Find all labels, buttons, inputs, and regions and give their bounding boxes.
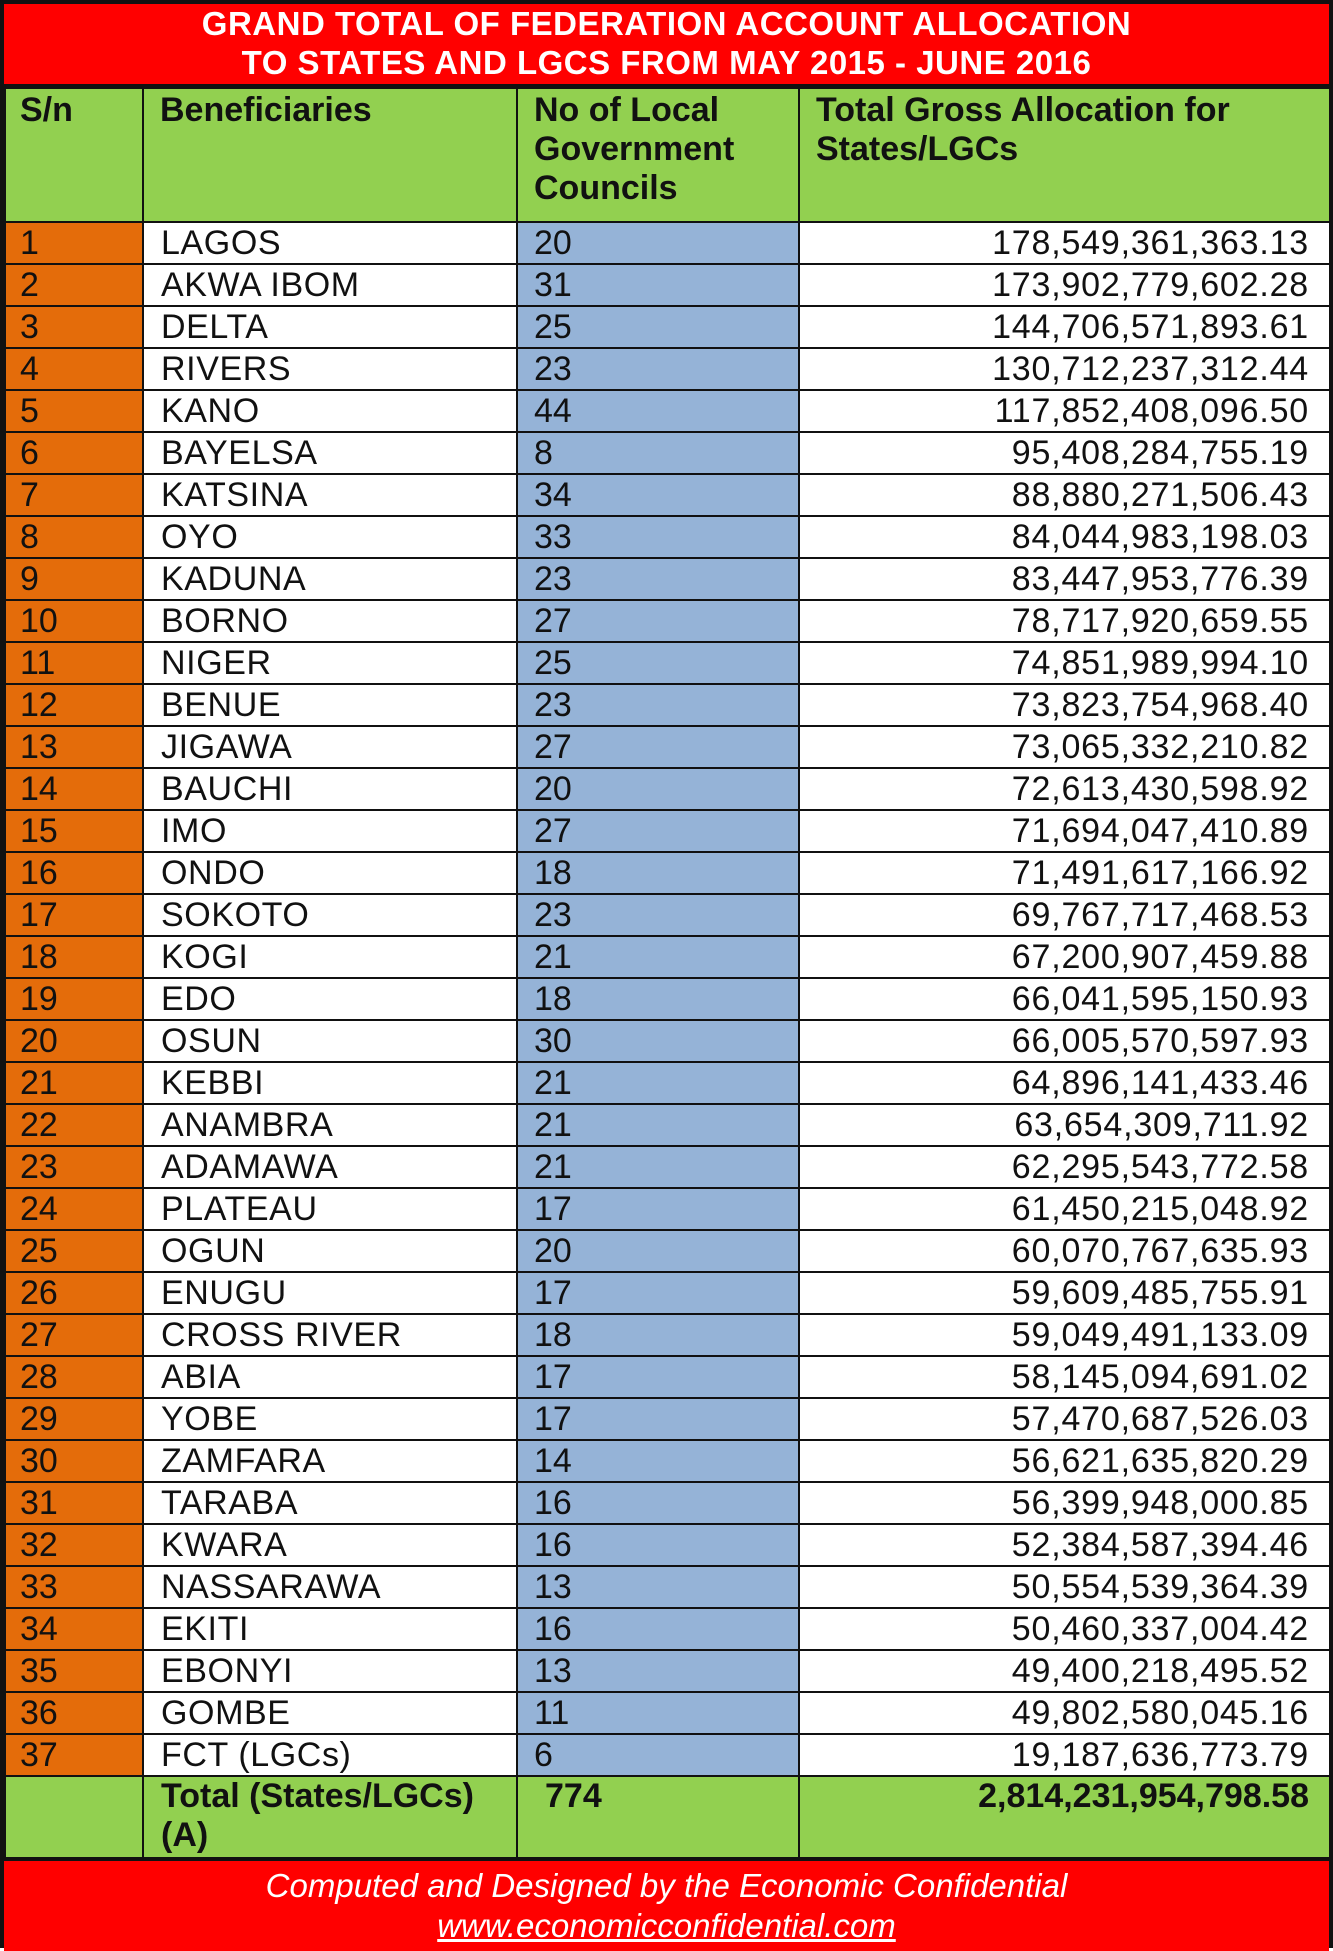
total-allocation: 2,814,231,954,798.58: [799, 1776, 1330, 1858]
row-beneficiary: KANO: [143, 390, 517, 432]
row-allocation: 72,613,430,598.92: [799, 768, 1330, 810]
row-beneficiary: AKWA IBOM: [143, 264, 517, 306]
table-row: [5, 1650, 1330, 1692]
row-sn: 7: [5, 474, 143, 516]
row-allocation: 64,896,141,433.46: [799, 1062, 1330, 1104]
row-beneficiary: EDO: [143, 978, 517, 1020]
row-beneficiary: FCT (LGCs): [143, 1734, 517, 1776]
row-lgc-count: 11: [517, 1692, 799, 1734]
row-allocation: 173,902,779,602.28: [799, 264, 1330, 306]
total-row: [5, 1776, 1330, 1858]
row-sn: 16: [5, 852, 143, 894]
table-row: [5, 1104, 1330, 1146]
row-beneficiary: KEBBI: [143, 1062, 517, 1104]
row-sn: 22: [5, 1104, 143, 1146]
row-sn: 14: [5, 768, 143, 810]
title-line-2: TO STATES AND LGCS FROM MAY 2015 - JUNE 2016: [241, 44, 1092, 81]
row-sn: 31: [5, 1482, 143, 1524]
table-row: [5, 852, 1330, 894]
footer-banner: [4, 1858, 1329, 1951]
row-beneficiary: IMO: [143, 810, 517, 852]
table-row: [5, 1314, 1330, 1356]
row-sn: 35: [5, 1650, 143, 1692]
row-sn: 29: [5, 1398, 143, 1440]
row-sn: 33: [5, 1566, 143, 1608]
row-sn: 23: [5, 1146, 143, 1188]
row-sn: 11: [5, 642, 143, 684]
row-beneficiary: PLATEAU: [143, 1188, 517, 1230]
row-beneficiary: YOBE: [143, 1398, 517, 1440]
table-row: [5, 978, 1330, 1020]
table-row: [5, 1356, 1330, 1398]
table-row: [5, 642, 1330, 684]
row-lgc-count: 23: [517, 894, 799, 936]
row-sn: 34: [5, 1608, 143, 1650]
row-allocation: 66,005,570,597.93: [799, 1020, 1330, 1062]
row-beneficiary: JIGAWA: [143, 726, 517, 768]
row-beneficiary: ANAMBRA: [143, 1104, 517, 1146]
row-allocation: 63,654,309,711.92: [799, 1104, 1330, 1146]
row-lgc-count: 20: [517, 222, 799, 264]
row-sn: 5: [5, 390, 143, 432]
table-row: [5, 306, 1330, 348]
row-sn: 15: [5, 810, 143, 852]
table-row: [5, 1020, 1330, 1062]
row-lgc-count: 33: [517, 516, 799, 558]
row-sn: 28: [5, 1356, 143, 1398]
table-row: [5, 810, 1330, 852]
row-beneficiary: RIVERS: [143, 348, 517, 390]
table-row: [5, 894, 1330, 936]
row-sn: 24: [5, 1188, 143, 1230]
row-lgc-count: 14: [517, 1440, 799, 1482]
table-row: [5, 936, 1330, 978]
row-beneficiary: LAGOS: [143, 222, 517, 264]
footer-credit: Computed and Designed by the Economic Confidential: [265, 1867, 1068, 1904]
table-row: [5, 1608, 1330, 1650]
row-beneficiary: OSUN: [143, 1020, 517, 1062]
row-lgc-count: 21: [517, 1146, 799, 1188]
row-lgc-count: 30: [517, 1020, 799, 1062]
row-lgc-count: 23: [517, 348, 799, 390]
row-beneficiary: KATSINA: [143, 474, 517, 516]
table-row: [5, 1524, 1330, 1566]
row-allocation: 49,400,218,495.52: [799, 1650, 1330, 1692]
total-label: Total (States/LGCs) (A): [143, 1776, 517, 1858]
table-row: [5, 432, 1330, 474]
row-allocation: 52,384,587,394.46: [799, 1524, 1330, 1566]
row-sn: 19: [5, 978, 143, 1020]
row-beneficiary: BORNO: [143, 600, 517, 642]
row-sn: 13: [5, 726, 143, 768]
row-allocation: 117,852,408,096.50: [799, 390, 1330, 432]
table-row: [5, 1062, 1330, 1104]
row-beneficiary: BAYELSA: [143, 432, 517, 474]
row-allocation: 58,145,094,691.02: [799, 1356, 1330, 1398]
row-lgc-count: 8: [517, 432, 799, 474]
row-lgc-count: 16: [517, 1524, 799, 1566]
row-lgc-count: 18: [517, 978, 799, 1020]
row-beneficiary: ONDO: [143, 852, 517, 894]
row-allocation: 71,491,617,166.92: [799, 852, 1330, 894]
table-row: [5, 1734, 1330, 1776]
row-allocation: 19,187,636,773.79: [799, 1734, 1330, 1776]
row-beneficiary: OGUN: [143, 1230, 517, 1272]
row-allocation: 50,554,539,364.39: [799, 1566, 1330, 1608]
title-line-1: GRAND TOTAL OF FEDERATION ACCOUNT ALLOCATION: [201, 5, 1132, 42]
row-sn: 18: [5, 936, 143, 978]
row-sn: 37: [5, 1734, 143, 1776]
table-row: [5, 684, 1330, 726]
row-beneficiary: GOMBE: [143, 1692, 517, 1734]
table-row: [5, 600, 1330, 642]
table-row: [5, 1398, 1330, 1440]
table-row: [5, 264, 1330, 306]
row-allocation: 62,295,543,772.58: [799, 1146, 1330, 1188]
row-lgc-count: 20: [517, 1230, 799, 1272]
row-sn: 6: [5, 432, 143, 474]
table-row: [5, 558, 1330, 600]
row-lgc-count: 21: [517, 1104, 799, 1146]
row-allocation: 71,694,047,410.89: [799, 810, 1330, 852]
row-beneficiary: BAUCHI: [143, 768, 517, 810]
allocation-table: [4, 87, 1331, 1859]
row-sn: 27: [5, 1314, 143, 1356]
row-allocation: 144,706,571,893.61: [799, 306, 1330, 348]
row-sn: 12: [5, 684, 143, 726]
row-sn: 9: [5, 558, 143, 600]
row-allocation: 59,049,491,133.09: [799, 1314, 1330, 1356]
table-row: [5, 516, 1330, 558]
row-lgc-count: 16: [517, 1482, 799, 1524]
row-sn: 4: [5, 348, 143, 390]
table-body: [5, 222, 1330, 1776]
row-allocation: 83,447,953,776.39: [799, 558, 1330, 600]
row-beneficiary: ABIA: [143, 1356, 517, 1398]
table-row: [5, 726, 1330, 768]
row-sn: 3: [5, 306, 143, 348]
row-lgc-count: 21: [517, 936, 799, 978]
row-lgc-count: 17: [517, 1272, 799, 1314]
row-allocation: 84,044,983,198.03: [799, 516, 1330, 558]
row-beneficiary: KOGI: [143, 936, 517, 978]
row-allocation: 60,070,767,635.93: [799, 1230, 1330, 1272]
row-sn: 8: [5, 516, 143, 558]
row-beneficiary: ZAMFARA: [143, 1440, 517, 1482]
table-row: [5, 1566, 1330, 1608]
row-beneficiary: SOKOTO: [143, 894, 517, 936]
row-allocation: 73,823,754,968.40: [799, 684, 1330, 726]
row-allocation: 130,712,237,312.44: [799, 348, 1330, 390]
row-beneficiary: KADUNA: [143, 558, 517, 600]
row-lgc-count: 17: [517, 1188, 799, 1230]
row-beneficiary: EBONYI: [143, 1650, 517, 1692]
row-lgc-count: 23: [517, 684, 799, 726]
row-lgc-count: 17: [517, 1398, 799, 1440]
table-row: [5, 348, 1330, 390]
row-allocation: 88,880,271,506.43: [799, 474, 1330, 516]
title-banner: [4, 4, 1329, 87]
row-lgc-count: 13: [517, 1650, 799, 1692]
row-sn: 10: [5, 600, 143, 642]
row-beneficiary: NIGER: [143, 642, 517, 684]
column-header-sn: S/n: [5, 88, 143, 222]
table-row: [5, 1272, 1330, 1314]
row-lgc-count: 27: [517, 600, 799, 642]
row-beneficiary: ENUGU: [143, 1272, 517, 1314]
row-lgc-count: 16: [517, 1608, 799, 1650]
row-beneficiary: BENUE: [143, 684, 517, 726]
row-allocation: 178,549,361,363.13: [799, 222, 1330, 264]
table-row: [5, 390, 1330, 432]
row-lgc-count: 27: [517, 726, 799, 768]
row-beneficiary: NASSARAWA: [143, 1566, 517, 1608]
row-beneficiary: CROSS RIVER: [143, 1314, 517, 1356]
row-allocation: 95,408,284,755.19: [799, 432, 1330, 474]
row-sn: 36: [5, 1692, 143, 1734]
row-sn: 1: [5, 222, 143, 264]
row-lgc-count: 27: [517, 810, 799, 852]
row-allocation: 78,717,920,659.55: [799, 600, 1330, 642]
table-row: [5, 1230, 1330, 1272]
row-lgc-count: 13: [517, 1566, 799, 1608]
row-allocation: 69,767,717,468.53: [799, 894, 1330, 936]
column-header-allocation: Total Gross Allocation for States/LGCs: [799, 88, 1330, 222]
row-lgc-count: 25: [517, 642, 799, 684]
table-row: [5, 1188, 1330, 1230]
row-sn: 25: [5, 1230, 143, 1272]
row-allocation: 50,460,337,004.42: [799, 1608, 1330, 1650]
row-lgc-count: 34: [517, 474, 799, 516]
row-lgc-count: 20: [517, 768, 799, 810]
table-row: [5, 222, 1330, 264]
row-lgc-count: 25: [517, 306, 799, 348]
row-sn: 2: [5, 264, 143, 306]
row-lgc-count: 21: [517, 1062, 799, 1104]
row-allocation: 73,065,332,210.82: [799, 726, 1330, 768]
row-beneficiary: OYO: [143, 516, 517, 558]
row-allocation: 49,802,580,045.16: [799, 1692, 1330, 1734]
row-sn: 17: [5, 894, 143, 936]
row-allocation: 57,470,687,526.03: [799, 1398, 1330, 1440]
row-lgc-count: 18: [517, 852, 799, 894]
column-header-beneficiaries: Beneficiaries: [143, 88, 517, 222]
table-row: [5, 1482, 1330, 1524]
row-beneficiary: EKITI: [143, 1608, 517, 1650]
row-allocation: 56,621,635,820.29: [799, 1440, 1330, 1482]
table-row: [5, 1440, 1330, 1482]
column-header-lgc-count: No of Local Government Councils: [517, 88, 799, 222]
table-row: [5, 1146, 1330, 1188]
row-lgc-count: 44: [517, 390, 799, 432]
row-lgc-count: 6: [517, 1734, 799, 1776]
row-allocation: 61,450,215,048.92: [799, 1188, 1330, 1230]
total-sn-cell: [5, 1776, 143, 1858]
row-allocation: 59,609,485,755.91: [799, 1272, 1330, 1314]
footer-website-link[interactable]: www.economicconfidential.com: [437, 1907, 896, 1944]
row-beneficiary: KWARA: [143, 1524, 517, 1566]
row-beneficiary: TARABA: [143, 1482, 517, 1524]
row-sn: 21: [5, 1062, 143, 1104]
row-allocation: 67,200,907,459.88: [799, 936, 1330, 978]
table-header-row: [5, 88, 1330, 222]
row-allocation: 56,399,948,000.85: [799, 1482, 1330, 1524]
row-beneficiary: DELTA: [143, 306, 517, 348]
row-allocation: 66,041,595,150.93: [799, 978, 1330, 1020]
row-lgc-count: 31: [517, 264, 799, 306]
row-sn: 32: [5, 1524, 143, 1566]
table-row: [5, 768, 1330, 810]
total-lgc-count: 774: [517, 1776, 799, 1858]
table-row: [5, 1692, 1330, 1734]
table-row: [5, 474, 1330, 516]
row-sn: 26: [5, 1272, 143, 1314]
row-allocation: 74,851,989,994.10: [799, 642, 1330, 684]
row-sn: 20: [5, 1020, 143, 1062]
row-lgc-count: 23: [517, 558, 799, 600]
row-lgc-count: 17: [517, 1356, 799, 1398]
row-lgc-count: 18: [517, 1314, 799, 1356]
row-sn: 30: [5, 1440, 143, 1482]
row-beneficiary: ADAMAWA: [143, 1146, 517, 1188]
